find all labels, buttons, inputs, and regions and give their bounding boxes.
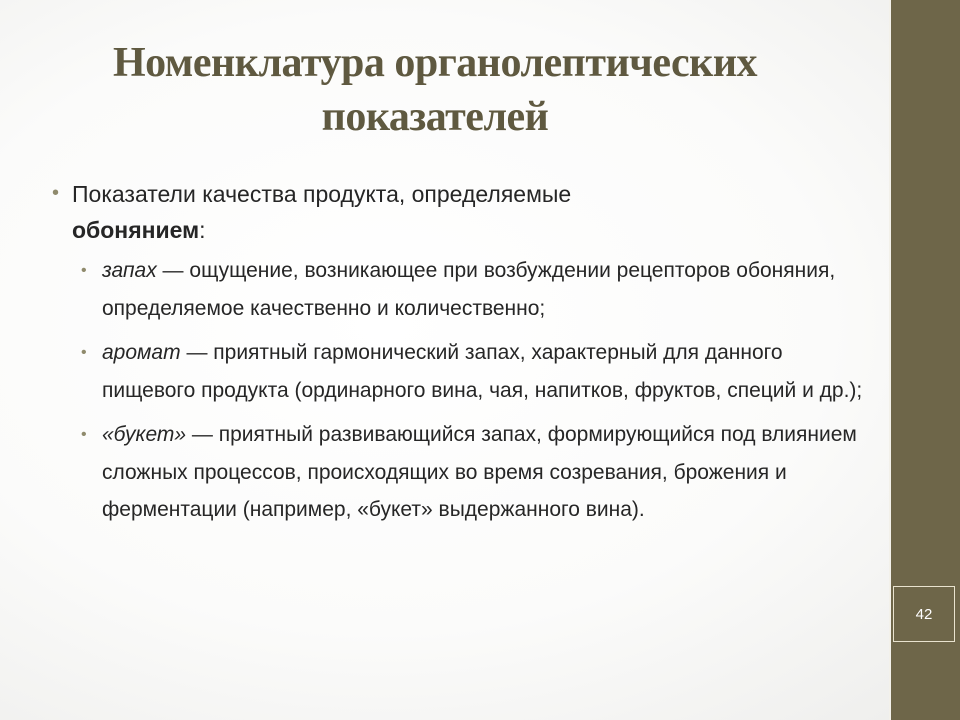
slide-content xyxy=(50,176,870,529)
bullet-icon: • xyxy=(81,262,87,279)
slide-title xyxy=(40,36,830,144)
list-item-aroma xyxy=(81,334,870,409)
title-line-1: Номенклатура органолептических xyxy=(112,40,758,86)
main-point-bold: обонянием xyxy=(72,217,200,243)
title-line-2: показателей xyxy=(321,94,549,140)
definition-bouquet: — приятный развивающийся запах, формирующийся под влиянием сложных процессов, происходящих во время созревания, брожения и ферментации (например, «букет» выдержанного вина). xyxy=(102,423,857,521)
page-number: 42 xyxy=(915,605,933,623)
definition-aroma: — приятный гармонический запах, характерный для данного пищевого продукта (ординарного вина, чая, напитков, фруктов, специй и др.); xyxy=(102,341,863,402)
term-smell: запах xyxy=(102,259,157,282)
term-aroma: аромат xyxy=(102,341,181,364)
list-item-smell xyxy=(81,252,870,327)
main-point-text: Показатели качества продукта, определяемые xyxy=(72,181,572,207)
bullet-icon: • xyxy=(81,344,87,361)
bullet-icon: • xyxy=(81,426,87,443)
main-point xyxy=(50,176,870,248)
list-item-bouquet xyxy=(81,416,870,529)
bullet-icon: • xyxy=(52,182,60,204)
main-point-suffix: : xyxy=(199,217,206,243)
page-number-box xyxy=(893,586,955,642)
definition-smell: — ощущение, возникающее при возбуждении рецепторов обоняния, определяемое качественно и количественно; xyxy=(102,259,836,320)
term-bouquet: «букет» xyxy=(102,423,187,446)
